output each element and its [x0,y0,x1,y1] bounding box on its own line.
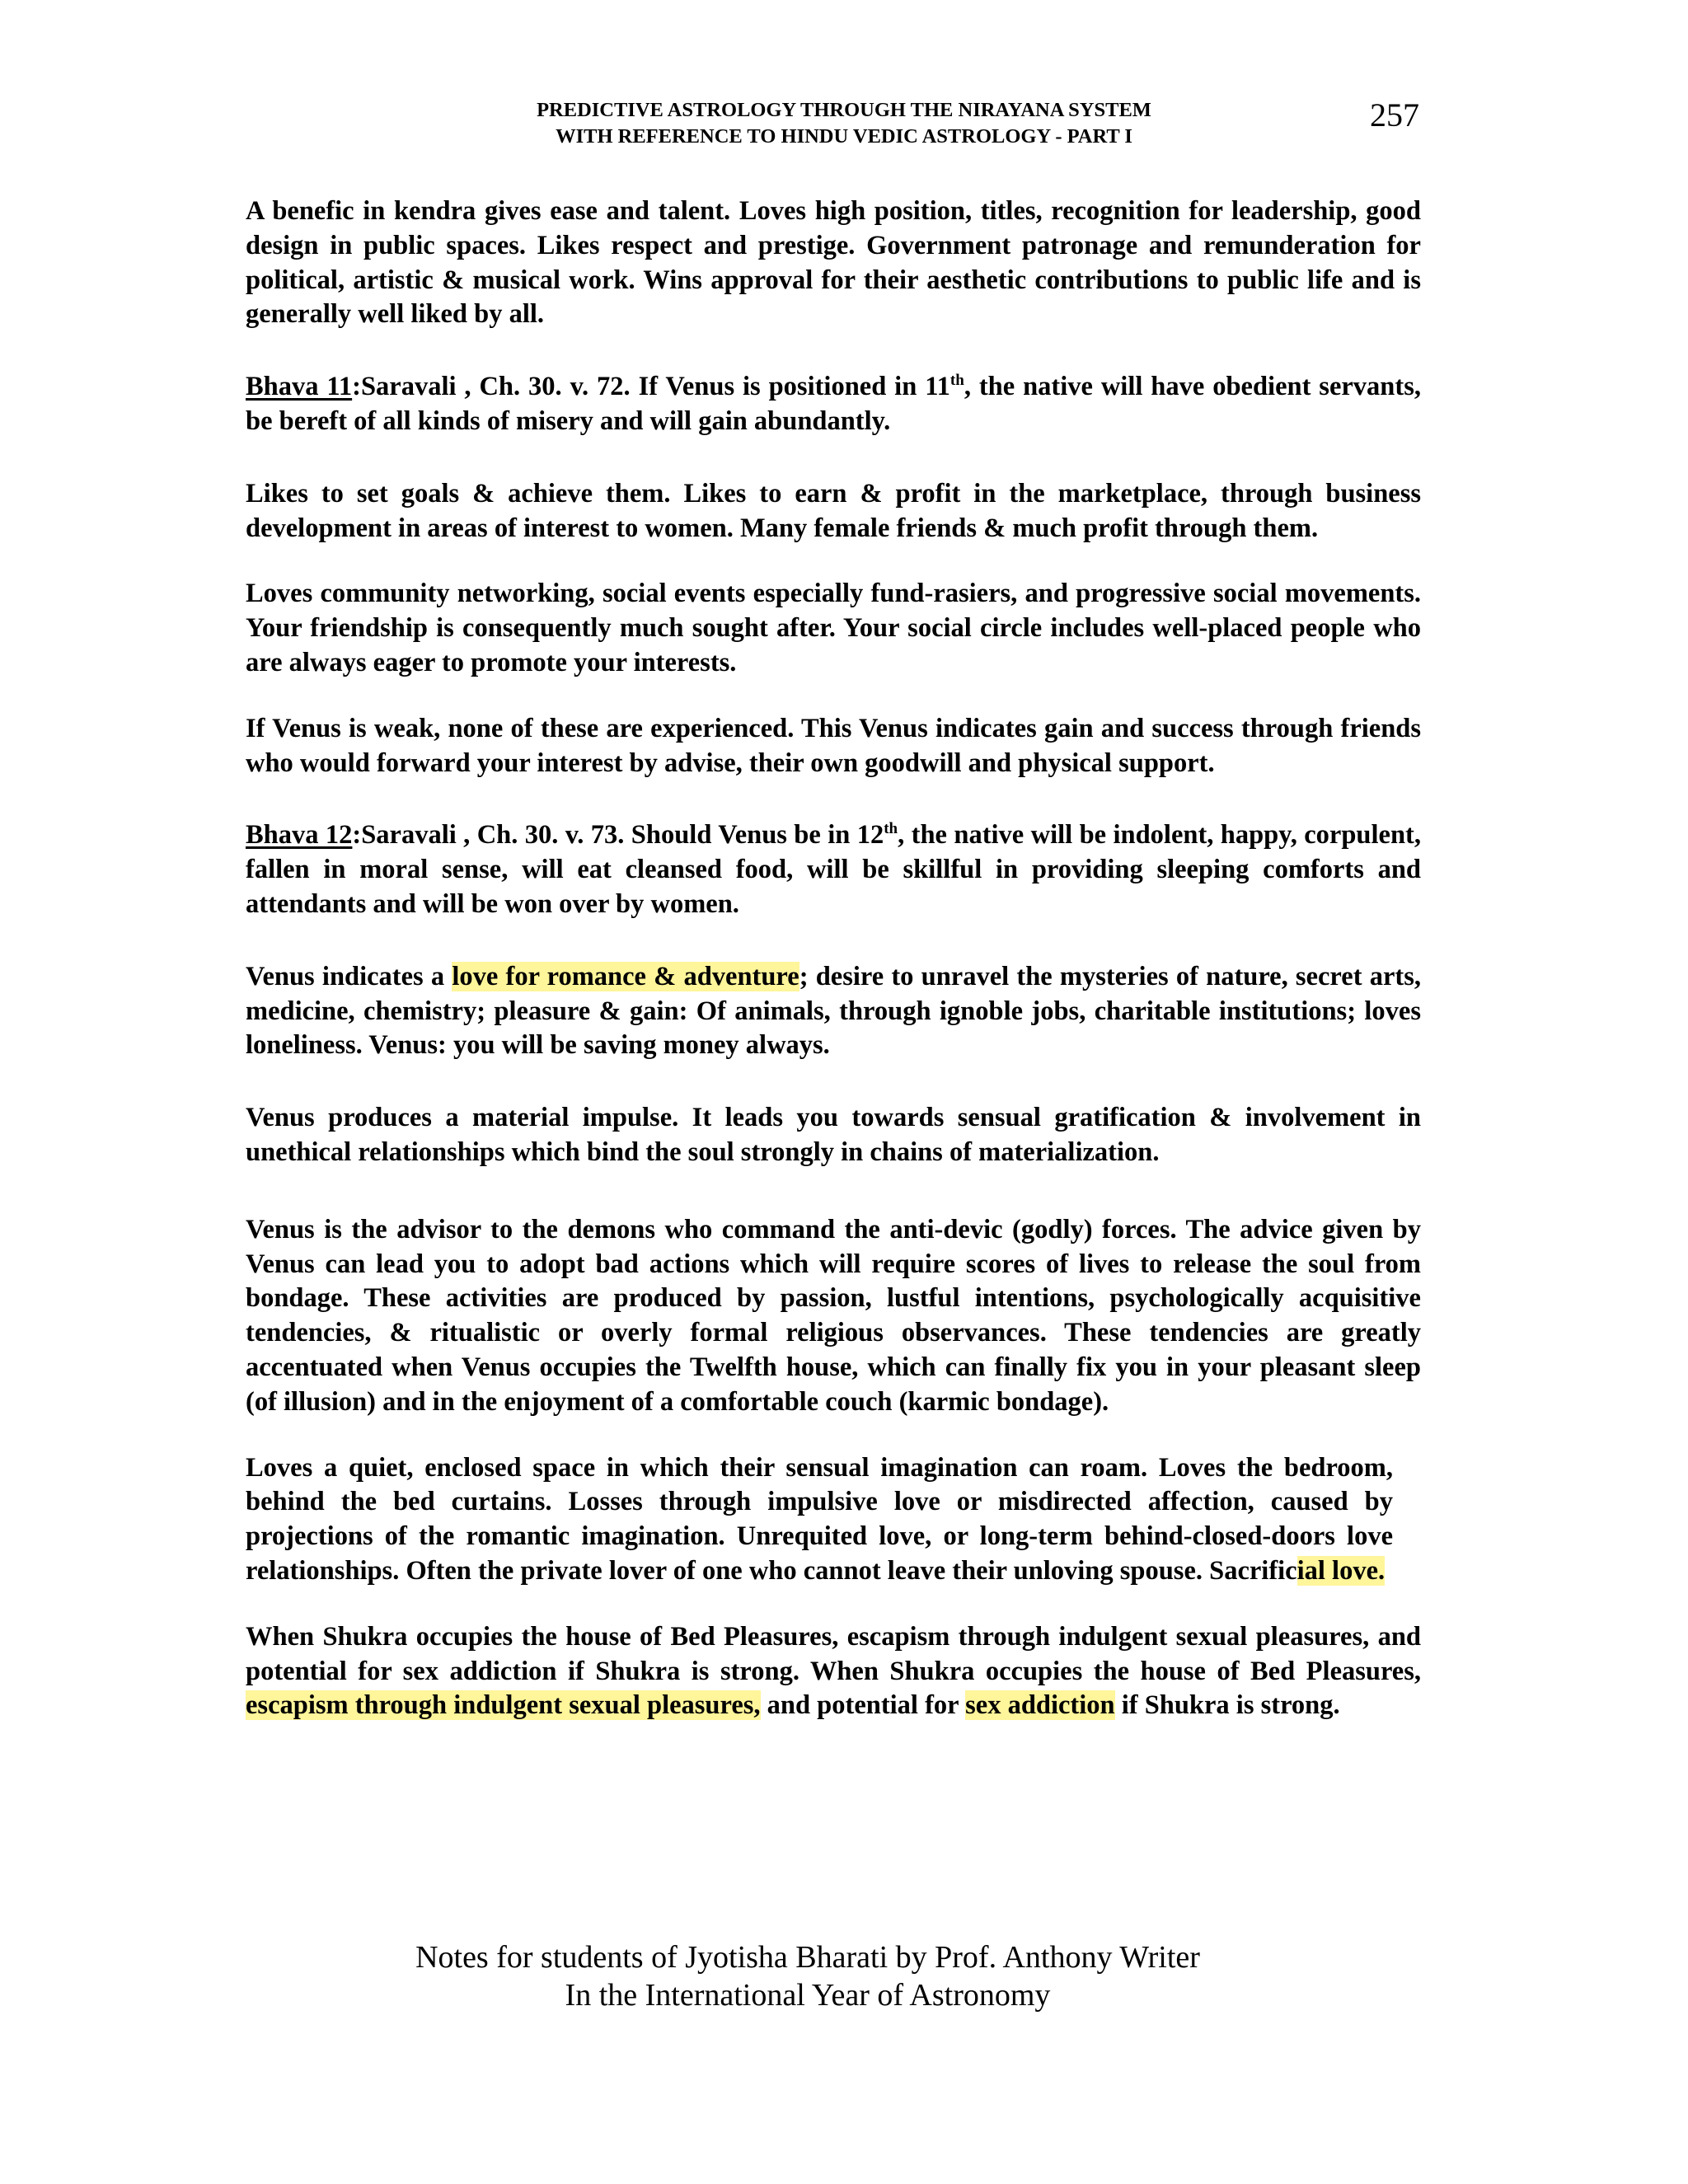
bhava-11-superscript: th [950,372,964,390]
paragraph-material-impulse: Venus produces a material impulse. It leads you towards sensual gratification & involvement in unethical relationships which bind the soul strongly in chains of materialization. [246,1103,1421,1167]
paragraph-bhava-12 [246,818,1421,921]
paragraph-shukra-bed-pleasures [246,1620,1421,1723]
shukra-text-b: and potential for [760,1690,966,1721]
paragraph-kendra-benefic: A benefic in kendra gives ease and talent. Loves high position, titles, recognition for leadership, good design in public spaces. Likes respect and prestige. Government patronage and remunderation for political, artistic & musical work. Wins approval for their aesthetic contributions to public life and is generally well liked by all. [246,196,1421,330]
header-line-1: PREDICTIVE ASTROLOGY THROUGH THE NIRAYANA SYSTEM [537,99,1151,121]
paragraph-advisor-demons: Venus is the advisor to the demons who command the anti-devic (godly) forces. The advice given by Venus can lead you to adopt bad actions which will require scores of lives to release the soul from bondage. These activities are produced by passion, lustful intentions, psychologically acquisitive tendencies, & ritualistic or overly formal religious observances. These tendencies are greatly accentuated when Venus occupies the Twelfth house, which can finally fix you in your pleasant sleep (of illusion) and in the enjoyment of a comfortable couch (karmic bondage). [246,1214,1421,1417]
paragraph-community: Loves community networking, social events especially fund-rasiers, and progressive social movements. Your friendship is consequently much sought after. Your social circle includes well-placed people who are always eager to promote your interests. [246,579,1421,677]
bhava-12-text-a: :Saravali , Ch. 30. v. 73. Should Venus be in 12 [352,820,884,851]
highlight-sex-addiction: sex addiction [965,1690,1115,1721]
body-text [246,194,1421,1723]
bhava-11-text-b: , the native will have obedient servants, be bereft of all kinds of misery and will gain abundantly. [246,372,1421,436]
header-line-2: WITH REFERENCE TO HINDU VEDIC ASTROLOGY - PART I [556,125,1132,148]
bhava-12-label: Bhava 12 [246,820,353,851]
running-header [0,97,1688,150]
shukra-text-a: When Shukra occupies the house of Bed Pleasures, escapism through indulgent sexual pleasures, and potential for sex addiction if Shukra is strong. When Shukra occupies the house of Bed Pleasures, [246,1621,1421,1686]
paragraph-romance [246,960,1421,1063]
paragraph-goals: Likes to set goals & achieve them. Likes to earn & profit in the marketplace, through business development in areas of interest to women. Many female friends & much profit through them. [246,478,1421,543]
shukra-text-c: if Shukra is strong. [1114,1690,1340,1721]
bhava-12-superscript: th [884,820,898,838]
enclosed-text-a: Loves a quiet, enclosed space in which their sensual imagination can roam. Loves the bedroom, behind the bed curtains. Losses through impulsive love or misdirected affection, caused by projections of the romantic imagination. Unrequited love, or long-term behind-closed-doors love relationships. Often the private lover of one who cannot leave their unloving spouse. Sacrific [246,1452,1393,1586]
romance-text-b: ; desire to unravel the mysteries of nature, secret arts, medicine, chemistry; pleasure & gain: Of animals, through ignoble jobs, charitable institutions; loves loneliness. Venus: you will be saving money always. [246,961,1421,1061]
bhava-11-text-a: :Saravali , Ch. 30. v. 72. If Venus is positioned in 11 [352,372,950,402]
paragraph-bhava-11 [246,370,1421,439]
romance-text-a: Venus indicates a [246,961,452,991]
highlight-romance: love for romance & adventure [452,961,799,991]
footer-line-2: In the International Year of Astronomy [565,1978,1051,2013]
bhava-12-text-b: , the native will be indolent, happy, corpulent, fallen in moral sense, will eat cleansed food, will be skillful in providing sleeping comforts and attendants and will be won over by women. [246,820,1421,919]
page-footer [0,1938,1615,2014]
paragraph-enclosed-space [246,1451,1393,1589]
highlight-escapism: escapism through indulgent sexual pleasures, [246,1690,761,1721]
bhava-11-label: Bhava 11 [246,372,353,402]
footer-line-1: Notes for students of Jyotisha Bharati by Prof. Anthony Writer [415,1940,1200,1975]
page-number: 257 [1370,96,1419,134]
paragraph-weak-venus: If Venus is weak, none of these are experienced. This Venus indicates gain and success through friends who would forward your interest by advise, their own goodwill and physical support. [246,713,1421,778]
highlight-sacrificial-love: ial love. [1296,1555,1386,1586]
